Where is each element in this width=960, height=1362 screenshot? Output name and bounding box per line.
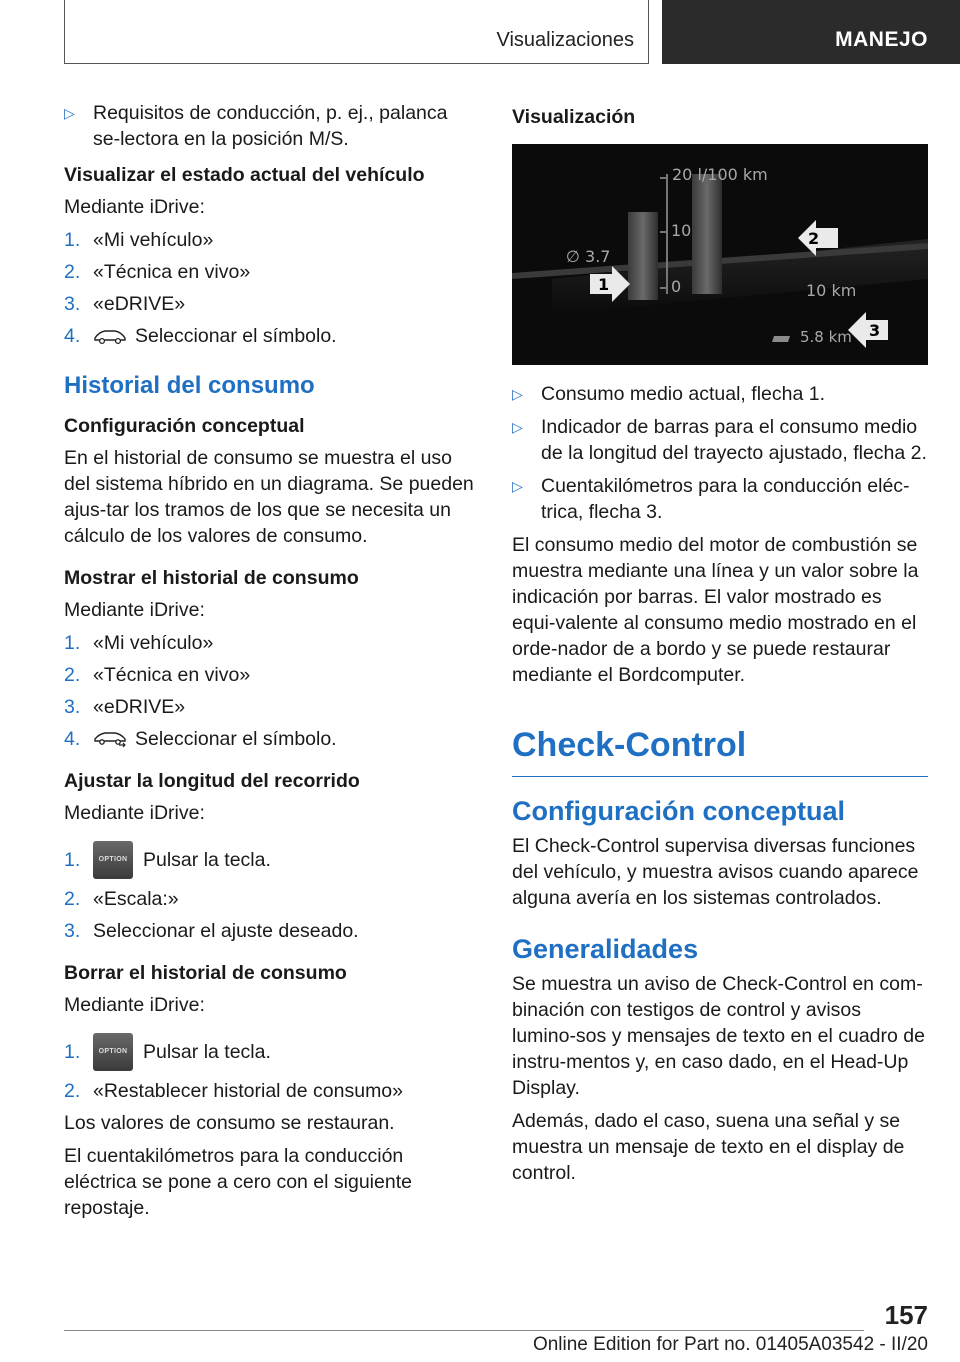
step-item — [64, 694, 478, 720]
heading-general: Generalidades — [512, 934, 699, 964]
heading-delete-history: Borrar el historial de consumo — [64, 962, 347, 984]
bar-short — [628, 212, 658, 300]
step-text: «Escala:» — [93, 888, 179, 910]
bullet-item — [512, 381, 928, 407]
triangle-bullet-icon: ▷ — [64, 105, 75, 121]
requirement-item — [64, 100, 478, 152]
step-number: 1. — [64, 849, 81, 871]
idrive-intro: Mediante iDrive: — [64, 994, 205, 1016]
bullet-item — [512, 473, 928, 525]
step-item — [64, 259, 478, 285]
page-number: 157 — [884, 1300, 928, 1330]
footer-edition: Online Edition for Part no. 01405A03542 - II/20 — [532, 1334, 928, 1355]
step-item — [64, 291, 478, 317]
step-item — [64, 662, 478, 688]
step-number: 3. — [64, 293, 81, 315]
bullet-text: Indicador de barras para el consumo medio de la longitud del trayecto ajustado, flecha 2. — [541, 416, 927, 464]
triangle-bullet-icon: ▷ — [512, 386, 523, 402]
step-number: 1. — [64, 632, 81, 654]
bar-tall — [692, 174, 722, 294]
step-text: «Técnica en vivo» — [93, 261, 251, 283]
bullet-item — [512, 414, 928, 466]
step-text: «Técnica en vivo» — [93, 664, 251, 686]
car-history-icon — [93, 730, 127, 748]
figure-distance-label: 10 km — [806, 281, 857, 300]
figure-average-value: ∅ 3.7 — [566, 247, 611, 266]
triangle-bullet-icon: ▷ — [512, 478, 523, 494]
step-item — [64, 886, 478, 912]
figure-electric-km: 5.8 km — [800, 328, 852, 346]
step-text: «eDRIVE» — [93, 293, 186, 315]
bullet-text: Consumo medio actual, flecha 1. — [541, 383, 825, 405]
heading-check-concept: Configuración conceptual — [512, 796, 846, 826]
header-chapter-tab: MANEJO — [662, 0, 960, 64]
step-number: 1. — [64, 1041, 81, 1063]
step-text: Pulsar la tecla. — [143, 849, 271, 871]
arrow-1-label: 1 — [598, 275, 610, 294]
figure-tick-0: 0 — [671, 277, 682, 296]
step-item — [64, 227, 478, 253]
left-column — [64, 100, 478, 1228]
step-text: «Restablecer historial de consumo» — [93, 1080, 404, 1102]
header-section-title: Visualizaciones — [496, 29, 634, 51]
reset-text: Los valores de consumo se restauran. — [64, 1112, 395, 1134]
check-concept-text: El Check-Control supervisa diversas funciones del vehículo, y muestra avisos cuando aparece alguna avería en los sistemas controlados. — [512, 835, 919, 909]
step-item — [64, 1078, 478, 1104]
step-number: 4. — [64, 325, 81, 347]
consumption-display-figure — [512, 144, 928, 365]
step-text: Pulsar la tecla. — [143, 1041, 271, 1063]
heading-display: Visualización — [512, 106, 636, 128]
figure-unit-label: 20 l/100 km — [672, 165, 768, 184]
figure-tick-10: 10 — [671, 221, 692, 240]
idrive-intro: Mediante iDrive: — [64, 196, 205, 218]
electric-drive-icon — [772, 336, 790, 342]
car-energy-flow-icon — [93, 327, 127, 345]
idrive-intro: Mediante iDrive: — [64, 802, 205, 824]
footer-divider — [64, 1330, 864, 1331]
heading-check-control: Check-Control — [512, 724, 928, 777]
step-item — [64, 323, 478, 349]
triangle-bullet-icon: ▷ — [512, 419, 523, 435]
heading-consumption-history: Historial del consumo — [64, 372, 315, 399]
step-item — [64, 726, 478, 752]
heading-adjust-distance: Ajustar la longitud del recorrido — [64, 770, 360, 792]
right-column — [512, 100, 928, 1193]
step-text: «Mi vehículo» — [93, 632, 214, 654]
step-text: Seleccionar el símbolo. — [135, 728, 337, 750]
heading-show-history: Mostrar el historial de consumo — [64, 567, 359, 589]
heading-current-state: Visualizar el estado actual del vehículo — [64, 164, 425, 186]
step-number: 3. — [64, 920, 81, 942]
step-number: 4. — [64, 728, 81, 750]
idrive-intro: Mediante iDrive: — [64, 599, 205, 621]
average-consumption-text: El consumo medio del motor de combustión se muestra mediante una línea y un valor sobre la indicación por barras. El valor mostrado es equi-valente al consumo medio mostrado en el orde-nador de a bordo y se puede restaurar mediante el Bordcomputer. — [512, 534, 919, 686]
step-item — [64, 1032, 478, 1072]
step-number: 1. — [64, 229, 81, 251]
general-text: Se muestra un aviso de Check-Control en com-binación con testigos de control y avisos lumino-sos y mensajes de texto en el cuadro de instru-mentos y, en caso dado, en el Head-Up Display. — [512, 973, 925, 1099]
step-text: «Mi vehículo» — [93, 229, 214, 251]
arrow-2-label: 2 — [808, 229, 820, 248]
step-text: Seleccionar el ajuste deseado. — [93, 920, 359, 942]
step-number: 2. — [64, 261, 81, 283]
step-number: 3. — [64, 696, 81, 718]
arrow-3-label: 3 — [869, 321, 881, 340]
option-button-icon: OPTION — [93, 1033, 133, 1071]
heading-concept: Configuración conceptual — [64, 415, 305, 437]
option-button-icon: OPTION — [93, 841, 133, 879]
step-item — [64, 630, 478, 656]
step-item — [64, 918, 478, 944]
step-number: 2. — [64, 1080, 81, 1102]
bullet-text: Cuentakilómetros para la conducción eléc-trica, flecha 3. — [541, 475, 910, 523]
requirement-text: Requisitos de conducción, p. ej., palanca se-lectora en la posición M/S. — [93, 102, 448, 150]
header-frame — [64, 0, 649, 64]
general-text-2: Además, dado el caso, suena una señal y se muestra un mensaje de texto en el display de control. — [512, 1110, 905, 1184]
step-item — [64, 840, 478, 880]
step-number: 2. — [64, 664, 81, 686]
step-number: 2. — [64, 888, 81, 910]
concept-text: En el historial de consumo se muestra el uso del sistema híbrido en un diagrama. Se pueden ajus-tar los tramos de los que se necesita un cálculo de los valores de consumo. — [64, 447, 474, 547]
step-text: «eDRIVE» — [93, 696, 186, 718]
odometer-text: El cuentakilómetros para la conducción eléctrica se pone a cero con el siguiente repostaje. — [64, 1145, 412, 1219]
step-text: Seleccionar el símbolo. — [135, 325, 337, 347]
